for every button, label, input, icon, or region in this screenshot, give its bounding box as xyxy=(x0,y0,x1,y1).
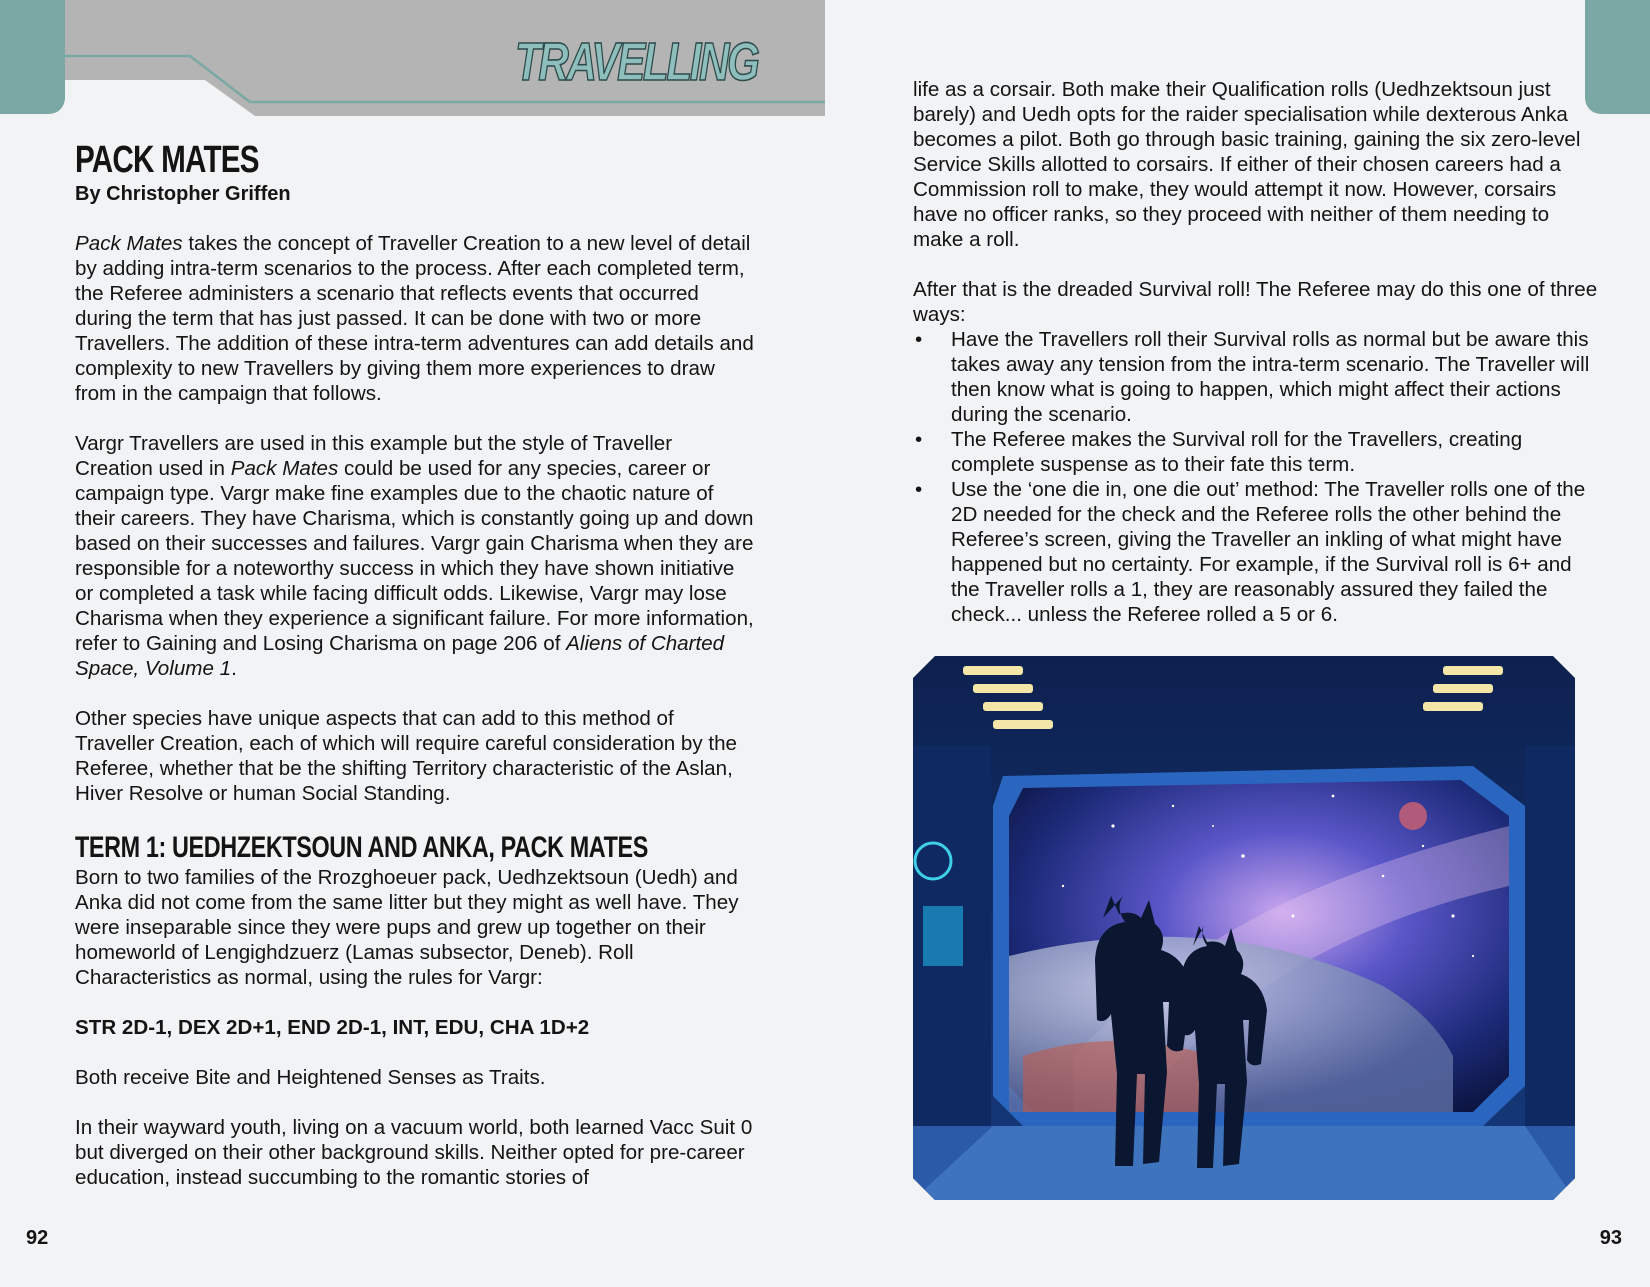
survival-paragraph: After that is the dreaded Survival roll! The Referee may do this one of three ways: xyxy=(913,278,1598,326)
page-number-right: 93 xyxy=(1599,1227,1622,1249)
species-paragraph: Other species have unique aspects that can add to this method of Traveller Creation, each of which will require careful consideration by the Referee, whether that be the shifting Territory characteristic of the Aslan, Hiver Resolve or human Social Standing. xyxy=(75,707,737,805)
reference-italic: Aliens of Charted Space, Volume 1 xyxy=(75,632,725,680)
book-title-italic: Pack Mates xyxy=(230,457,339,480)
list-item: • Use the ‘one die in, one die out’ method: The Traveller rolls one of the 2D needed for the check and the Referee rolls the other behind the Referee’s screen, giving the Traveller an inkling of what might have happened but no certainty. For example, if the Survival roll is 6+ and the Traveller rolls a 1, they are reasonably assured they failed the check... unless the Referee rolled a 5 or 6. xyxy=(913,477,1603,627)
traits-paragraph: Both receive Bite and Heightened Senses as Traits. xyxy=(75,1066,546,1089)
left-column xyxy=(75,138,755,1215)
book-title-italic: Pack Mates xyxy=(75,232,183,255)
vargr-paragraph: Vargr Travellers are used in this example but the style of Traveller Creation used in Pack Mates could be used for any species, career or campaign type. Vargr make fine examples due to the chaotic nature of their careers. They have Charisma, which is constantly going up and down based on their successes and failures. Vargr gain Charisma when they are responsible for a noteworthy success in which they have shown initiative or completed a task while facing difficult odds. Likewise, Vargr may lose Charisma when they experience a significant failure. For more information, refer to Gaining and Losing Charisma on page 206 of Aliens of Charted Space, Volume 1. xyxy=(75,432,754,680)
term-paragraph: Born to two families of the Rrozghoeuer pack, Uedhzektsoun (Uedh) and Anka did not come from the same litter but they might as well have. They were inseparable since they were pups and grew up together on their homeworld of Lengighdzuerz (Lamas subsector, Deneb). Roll Characteristics as normal, using the rules for Vargr: xyxy=(75,866,739,989)
running-title: TRAVELLING xyxy=(515,32,758,92)
corner-tab-left xyxy=(0,0,65,114)
article-title: PACK MATES xyxy=(75,139,259,181)
intro-paragraph: Pack Mates takes the concept of Traveller Creation to a new level of detail by adding intra-term scenarios to the process. After each completed term, the Referee administers a scenario that reflects events that occurred during the term that has just passed. It can be done with two or more Travellers. The addition of these intra-term adventures can add details and complexity to new Travellers by giving them more experiences to draw from in the campaign that follows. xyxy=(75,232,754,405)
byline: By Christopher Griffen xyxy=(75,183,291,205)
list-item: • The Referee makes the Survival roll for the Travellers, creating complete suspense as to their fate this term. xyxy=(913,427,1603,477)
page-number-left: 92 xyxy=(26,1227,49,1249)
youth-paragraph: In their wayward youth, living on a vacuum world, both learned Vacc Suit 0 but diverged on their other background skills. Neither opted for pre-career education, instead succumbing to the romantic stories of xyxy=(75,1116,753,1189)
right-column xyxy=(913,77,1603,627)
right-page xyxy=(825,0,1650,1287)
list-item: • Have the Travellers roll their Survival rolls as normal but be aware this takes away any tension from the intra-term scenario. The Traveller will then know what is going to happen, which might affect their actions during the scenario. xyxy=(913,327,1603,427)
term-heading: TERM 1: UEDHZEKTSOUN AND ANKA, PACK MATES xyxy=(75,831,648,864)
survival-options-list xyxy=(913,327,1603,627)
spaceship-window-illustration xyxy=(913,656,1575,1200)
corsair-paragraph: life as a corsair. Both make their Qualification rolls (Uedhzektsoun just barely) and Uedh opts for the raider specialisation while dexterous Anka becomes a pilot. Both go through basic training, gaining the six zero-level Service Skills allotted to corsairs. If either of their chosen careers had a Commission roll to make, they would attempt it now. However, corsairs have no officer ranks, so they proceed with neither of them needing to make a roll. xyxy=(913,78,1581,251)
characteristics-line: STR 2D-1, DEX 2D+1, END 2D-1, INT, EDU, CHA 1D+2 xyxy=(75,1016,590,1039)
